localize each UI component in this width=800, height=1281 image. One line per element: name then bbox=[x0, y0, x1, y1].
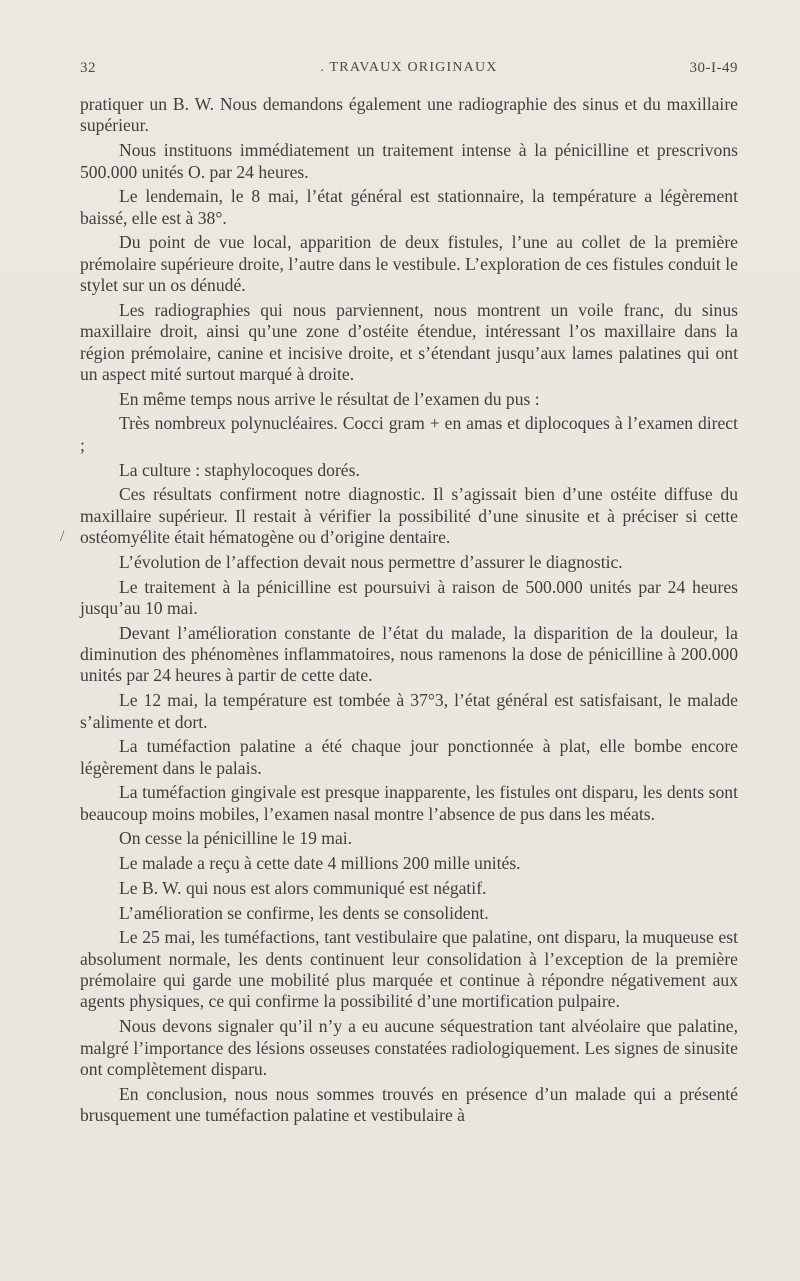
running-title: . TRAVAUX ORIGINAUX bbox=[320, 60, 498, 75]
paragraph: Nous instituons immédiatement un traitement intense à la pénicilline et prescrivons 500.000 unités O. par 24 heures. bbox=[80, 140, 738, 182]
paragraph: Le 25 mai, les tuméfactions, tant vestibulaire que palatine, ont disparu, la muqueuse est absolument normale, les dents continuent leur consolidation à l’exception de la première prémolaire qui garde une mobilité plus marquée et continue à répondre négativement aux agents physiques, ce qui confirme la possibilité d’une mortification pulpaire. bbox=[80, 927, 738, 1012]
page-number: 32 bbox=[80, 60, 96, 76]
paragraph: Le lendemain, le 8 mai, l’état général est stationnaire, la température a légèrement baissé, elle est à 38°. bbox=[80, 186, 738, 228]
paragraph-continuation: pratiquer un B. W. Nous demandons également une radiographie des sinus et du maxillaire supérieur. bbox=[80, 94, 738, 136]
paragraph: L’évolution de l’affection devait nous permettre d’assurer le diagnostic. bbox=[119, 551, 623, 572]
paragraph: En conclusion, nous nous sommes trouvés en présence d’un malade qui a présenté brusquement une tuméfaction palatine et vestibulaire à bbox=[80, 1083, 738, 1126]
paragraph: Nous devons signaler qu’il n’y a eu aucune séquestration tant alvéolaire que palatine, malgré l’importance des lésions osseuses constatées radiologiquement. Les signes de sinusite ont complètement disparu. bbox=[80, 1016, 738, 1079]
issue-date: 30-I-49 bbox=[689, 60, 738, 76]
paragraph: Devant l’amélioration constante de l’état du malade, la disparition de la douleur, la diminution des phénomènes inflammatoires, nous ramenons la dose de pénicilline à 200.000 unités par 24 heures à partir de cette date. bbox=[80, 622, 738, 686]
paragraph: En même temps nous arrive le résultat de l’examen du pus : bbox=[119, 388, 540, 409]
running-header bbox=[80, 60, 738, 82]
paragraph: Les radiographies qui nous parviennent, nous montrent un voile franc, du sinus maxillaire droit, ainsi qu’une zone d’ostéite étendue, intéressant l’os maxillaire dans la région prémolaire, canine et incisive droite, et s’étendant jusqu’aux lames palatines qui ont un aspect mité surtout marqué à droite. bbox=[80, 299, 738, 385]
paragraph: Du point de vue local, apparition de deux fistules, l’une au collet de la première prémolaire supérieure droite, l’autre dans le vestibule. L’exploration de ces fistules conduit le stylet sur un os dénudé. bbox=[80, 232, 738, 296]
paragraph: On cesse la pénicilline le 19 mai. bbox=[119, 828, 353, 849]
paragraph: L’amélioration se confirme, les dents se consolident. bbox=[119, 902, 489, 923]
paragraph: Le 12 mai, la température est tombée à 37°3, l’état général est satisfaisant, le malade s’alimente et dort. bbox=[80, 690, 738, 732]
margin-pencil-mark: / bbox=[60, 528, 65, 545]
paragraph: Le B. W. qui nous est alors communiqué est négatif. bbox=[119, 877, 487, 898]
paragraph: Ces résultats confirment notre diagnostic. Il s’agissait bien d’une ostéite diffuse du maxillaire supérieur. Il restait à vérifier la possibilité d’une sinusite et à préciser si cette ostéomyélite était hématogène ou d’origine dentaire. bbox=[80, 484, 738, 548]
paragraph: La tuméfaction gingivale est presque inapparente, les fistules ont disparu, les dents sont beaucoup moins mobiles, l’examen nasal montre l’absence de pus dans les méats. bbox=[80, 782, 738, 824]
paragraph: La culture : staphylocoques dorés. bbox=[119, 459, 360, 480]
paragraph: Très nombreux polynucléaires. Cocci gram + en amas et diplocoques à l’examen direct ; bbox=[80, 413, 738, 455]
paragraph: Le traitement à la pénicilline est poursuivi à raison de 500.000 unités par 24 heures jusqu’au 10 mai. bbox=[80, 576, 738, 618]
paragraph: La tuméfaction palatine a été chaque jour ponctionnée à plat, elle bombe encore légèrement dans le palais. bbox=[80, 736, 738, 778]
paragraph: Le malade a reçu à cette date 4 millions 200 mille unités. bbox=[119, 853, 521, 874]
article-body bbox=[80, 94, 738, 1127]
